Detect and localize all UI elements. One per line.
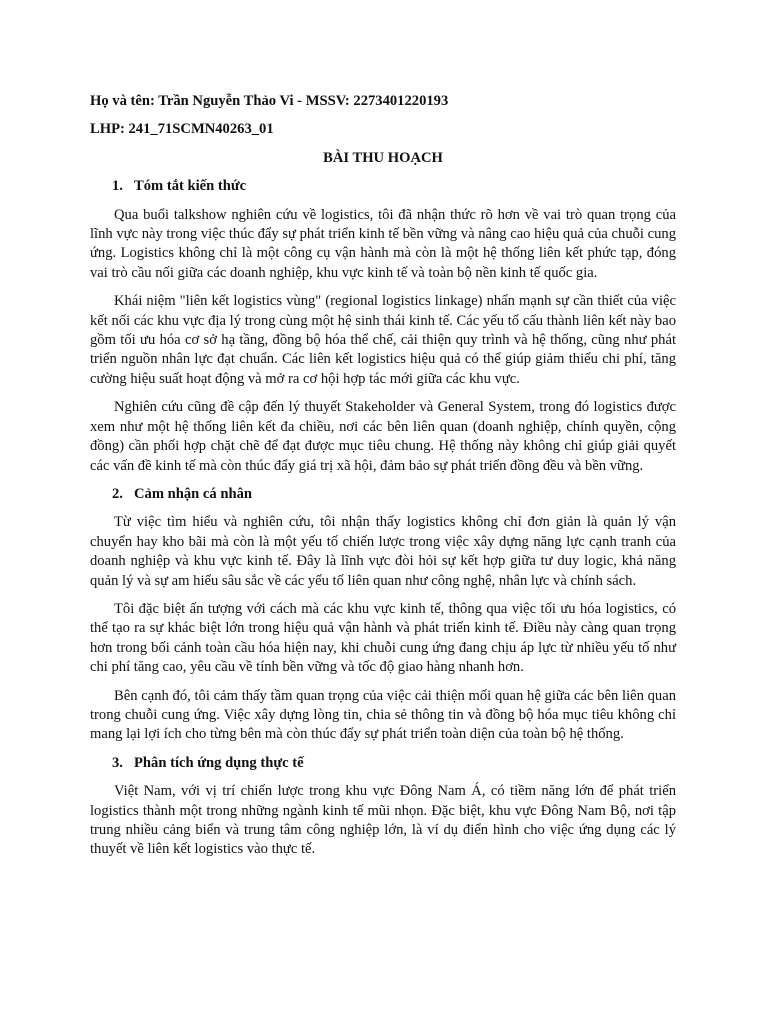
paragraph: Việt Nam, với vị trí chiến lược trong khu vực Đông Nam Á, có tiềm năng lớn để phát triển logistics thành một trong những ngành kinh tế mũi nhọn. Đặc biệt, khu vực Đông Nam Bộ, nơi tập trung nhiều cảng biển và trung tâm công nghiệp lớn, là ví dụ điển hình cho việc ứng dụng các lý thuyết về liên kết logistics vào thực tế. <box>90 783 676 858</box>
paragraph: Qua buổi talkshow nghiên cứu về logistics, tôi đã nhận thức rõ hơn về vai trò quan trọng của lĩnh vực này trong việc thúc đẩy sự phát triển kinh tế bền vững và nâng cao hiệu quả của chuỗi cung ứng. Logistics không chỉ là một công cụ vận hành mà còn là một hệ thống liên kết phức tạp, đóng vai trò cầu nối giữa các doanh nghiệp, khu vực kinh tế và toàn bộ nền kinh tế quốc gia. <box>90 206 676 281</box>
student-info-line: Họ và tên: Trần Nguyễn Thảo Vi - MSSV: 2273401220193 <box>90 93 449 109</box>
document-body <box>90 92 676 869</box>
paragraph: Tôi đặc biệt ấn tượng với cách mà các khu vực kinh tế, thông qua việc tối ưu hóa logistics, có thể tạo ra sự khác biệt lớn trong hiệu quả vận hành và phát triển kinh tế. Điều này càng quan trọng hơn trong bối cảnh toàn cầu hóa hiện nay, khi chuỗi cung ứng đang chịu áp lực từ nhiều yếu tố như chi phí tăng cao, yêu cầu về tính bền vững và tốc độ giao hàng nhanh hơn. <box>90 600 676 676</box>
section-number: 3. <box>112 754 123 771</box>
section-number: 2. <box>112 485 123 502</box>
paragraph: Nghiên cứu cũng đề cập đến lý thuyết Stakeholder và General System, trong đó logistics được xem như một hệ thống liên kết đa chiều, nơi các bên liên quan (doanh nghiệp, chính quyền, cộng đồng) cần phối hợp chặt chẽ để đạt được mục tiêu chung. Hệ thống này không chỉ giúp giải quyết các vấn đề kinh tế mà còn thúc đẩy giá trị xã hội, đảm bảo sự phát triển đồng đều và bền vững. <box>90 399 676 474</box>
section-number: 1. <box>112 178 123 195</box>
paragraph: Bên cạnh đó, tôi cảm thấy tầm quan trọng của việc cải thiện mối quan hệ giữa các bên liên quan trong chuỗi cung ứng. Việc xây dựng lòng tin, chia sẻ thông tin và đồng bộ hóa mục tiêu không chỉ mang lại lợi ích cho từng bên mà còn thúc đẩy sự phát triển toàn diện của toàn bộ hệ thống. <box>90 687 676 743</box>
paragraph: Từ việc tìm hiểu và nghiên cứu, tôi nhận thấy logistics không chỉ đơn giản là quản lý vận chuyển hay kho bãi mà còn là một yếu tố chiến lược trong việc xây dựng năng lực cạnh tranh của doanh nghiệp và khu vực kinh tế. Đây là lĩnh vực đòi hỏi sự kết hợp giữa tư duy logic, khả năng quản lý và sự am hiểu sâu sắc về các yếu tố liên quan như công nghệ, nhân lực và chính sách. <box>90 514 676 589</box>
section-title: Cảm nhận cá nhân <box>134 485 253 502</box>
section-heading-1 <box>90 177 676 196</box>
section-heading-3 <box>90 754 676 773</box>
section-title: Phân tích ứng dụng thực tế <box>134 754 304 771</box>
class-code-line: LHP: 241_71SCMN40263_01 <box>90 121 274 138</box>
section-heading-2 <box>90 485 676 504</box>
section-title: Tóm tắt kiến thức <box>134 178 247 195</box>
paragraph: Khái niệm "liên kết logistics vùng" (regional logistics linkage) nhấn mạnh sự cần thiết của việc kết nối các khu vực địa lý trong cùng một hệ sinh thái kinh tế. Các yếu tố cấu thành liên kết này bao gồm tối ưu hóa cơ sở hạ tầng, đồng bộ hóa thể chế, cải thiện quy trình và hệ thống, cũng như phát triển nguồn nhân lực đạt chuẩn. Các liên kết logistics hiệu quả có thể giúp giảm thiểu chi phí, tăng cường hiệu suất hoạt động và mở ra cơ hội hợp tác mới giữa các khu vực. <box>90 293 676 387</box>
document-title: BÀI THU HOẠCH <box>323 149 443 166</box>
